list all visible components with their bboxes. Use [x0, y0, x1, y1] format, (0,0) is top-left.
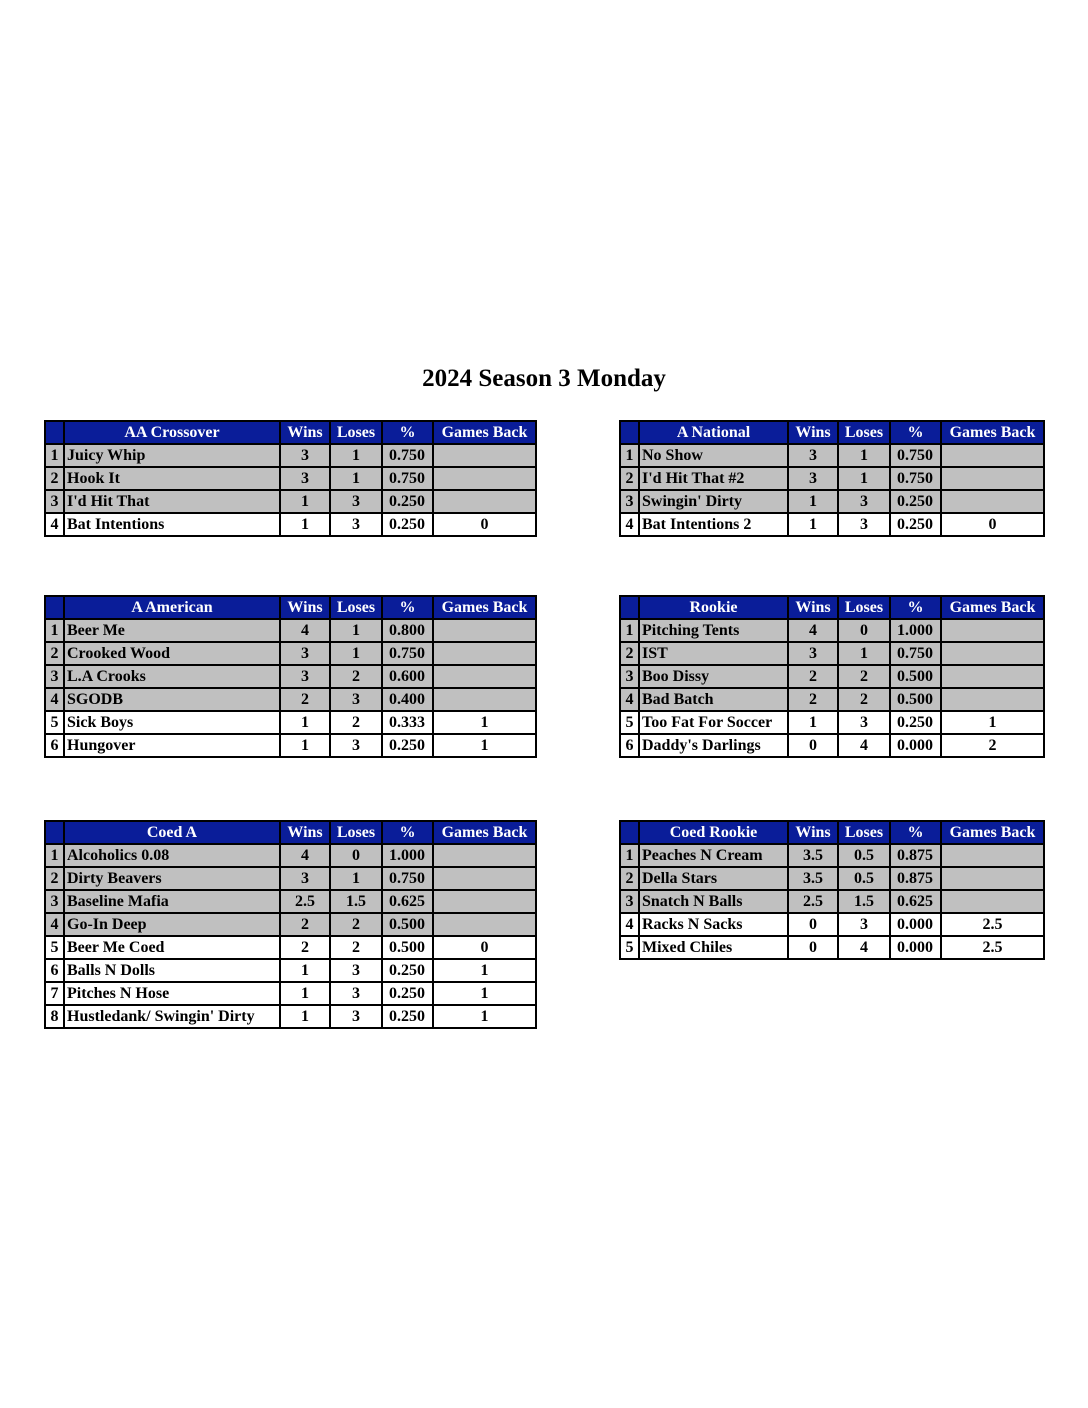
team-name-cell: Snatch N Balls [639, 890, 788, 913]
pct-cell: 0.800 [382, 619, 433, 642]
rank-cell: 3 [620, 665, 639, 688]
loses-cell: 1.5 [838, 890, 890, 913]
games-back-cell [433, 867, 536, 890]
table-row [45, 619, 536, 642]
games-back-cell: 0 [941, 513, 1044, 536]
pct-header: % [382, 421, 433, 444]
rank-cell: 4 [45, 913, 64, 936]
loses-cell: 3 [838, 490, 890, 513]
wins-cell: 2.5 [788, 890, 838, 913]
pct-cell: 0.250 [382, 959, 433, 982]
loses-cell: 1 [330, 619, 382, 642]
loses-cell: 2 [330, 936, 382, 959]
table-row [620, 844, 1044, 867]
team-name-cell: Bad Batch [639, 688, 788, 711]
loses-cell: 1 [330, 867, 382, 890]
table-header-row [45, 821, 536, 844]
table-row [620, 490, 1044, 513]
wins-cell: 0 [788, 913, 838, 936]
wins-cell: 3 [280, 665, 330, 688]
games-back-cell: 1 [433, 982, 536, 1005]
games-back-cell: 0 [433, 513, 536, 536]
rank-cell: 6 [620, 734, 639, 757]
rank-header-cell [45, 421, 64, 444]
games-back-cell [433, 890, 536, 913]
team-name-cell: Hungover [64, 734, 280, 757]
table-row [45, 513, 536, 536]
division-name: Coed Rookie [639, 821, 788, 844]
table-row [45, 1005, 536, 1028]
loses-cell: 3 [838, 913, 890, 936]
table-row [620, 734, 1044, 757]
loses-cell: 3 [838, 711, 890, 734]
wins-header: Wins [788, 421, 838, 444]
games-back-cell [941, 642, 1044, 665]
rank-cell: 6 [45, 959, 64, 982]
loses-cell: 3 [330, 734, 382, 757]
table-row [45, 982, 536, 1005]
standings-table-a-american [44, 595, 537, 758]
team-name-cell: Daddy's Darlings [639, 734, 788, 757]
pct-cell: 0.500 [890, 665, 941, 688]
rank-header-cell [45, 596, 64, 619]
games-back-cell: 1 [433, 1005, 536, 1028]
pct-cell: 0.750 [382, 444, 433, 467]
wins-cell: 1 [788, 513, 838, 536]
games-back-cell: 2.5 [941, 936, 1044, 959]
games-back-cell [433, 619, 536, 642]
wins-header: Wins [280, 421, 330, 444]
loses-cell: 0 [330, 844, 382, 867]
rank-cell: 5 [620, 936, 639, 959]
table-header-row [620, 596, 1044, 619]
games-back-cell: 2.5 [941, 913, 1044, 936]
pct-cell: 0.250 [890, 711, 941, 734]
pct-cell: 0.625 [382, 890, 433, 913]
wins-cell: 0 [788, 734, 838, 757]
division-name: A National [639, 421, 788, 444]
standings-table-coed-a [44, 820, 537, 1029]
pct-cell: 0.333 [382, 711, 433, 734]
wins-cell: 0 [788, 936, 838, 959]
team-name-cell: I'd Hit That [64, 490, 280, 513]
wins-cell: 3 [788, 642, 838, 665]
table-row [620, 890, 1044, 913]
loses-cell: 1 [330, 642, 382, 665]
pct-cell: 0.250 [890, 513, 941, 536]
table-row [620, 688, 1044, 711]
rank-header-cell [620, 821, 639, 844]
pct-header: % [890, 596, 941, 619]
pct-cell: 0.750 [890, 642, 941, 665]
team-name-cell: Beer Me Coed [64, 936, 280, 959]
pct-cell: 0.750 [382, 867, 433, 890]
wins-cell: 2 [788, 688, 838, 711]
wins-cell: 3 [788, 444, 838, 467]
standings-table-coed-rookie [619, 820, 1045, 960]
team-name-cell: Racks N Sacks [639, 913, 788, 936]
wins-cell: 3 [280, 867, 330, 890]
wins-cell: 3 [280, 444, 330, 467]
pct-cell: 0.500 [382, 913, 433, 936]
loses-cell: 3 [330, 513, 382, 536]
games-back-cell [433, 688, 536, 711]
rank-cell: 8 [45, 1005, 64, 1028]
loses-header: Loses [330, 596, 382, 619]
team-name-cell: Pitching Tents [639, 619, 788, 642]
games-back-cell [433, 444, 536, 467]
team-name-cell: Bat Intentions 2 [639, 513, 788, 536]
loses-cell: 3 [330, 1005, 382, 1028]
rank-cell: 1 [45, 619, 64, 642]
pct-header: % [382, 821, 433, 844]
team-name-cell: Juicy Whip [64, 444, 280, 467]
rank-cell: 1 [620, 619, 639, 642]
table-row [45, 444, 536, 467]
wins-cell: 2 [280, 913, 330, 936]
table-row [620, 665, 1044, 688]
wins-cell: 2 [280, 936, 330, 959]
wins-cell: 1 [280, 1005, 330, 1028]
table-row [45, 913, 536, 936]
wins-header: Wins [280, 821, 330, 844]
table-row [45, 936, 536, 959]
division-name: Rookie [639, 596, 788, 619]
table-row [620, 936, 1044, 959]
games-back-header: Games Back [433, 821, 536, 844]
loses-header: Loses [838, 821, 890, 844]
pct-header: % [382, 596, 433, 619]
rank-cell: 3 [45, 890, 64, 913]
table-row [620, 867, 1044, 890]
wins-cell: 4 [788, 619, 838, 642]
pct-cell: 0.750 [382, 467, 433, 490]
rank-cell: 2 [620, 867, 639, 890]
rank-header-cell [620, 421, 639, 444]
rank-header-cell [45, 821, 64, 844]
team-name-cell: SGODB [64, 688, 280, 711]
loses-cell: 2 [330, 665, 382, 688]
loses-header: Loses [330, 421, 382, 444]
rank-cell: 5 [45, 711, 64, 734]
loses-cell: 0.5 [838, 844, 890, 867]
pct-cell: 0.500 [890, 688, 941, 711]
loses-header: Loses [330, 821, 382, 844]
rank-header-cell [620, 596, 639, 619]
pct-cell: 0.400 [382, 688, 433, 711]
rank-cell: 1 [45, 444, 64, 467]
wins-cell: 1 [788, 490, 838, 513]
table-header-row [620, 821, 1044, 844]
loses-cell: 3 [330, 688, 382, 711]
wins-header: Wins [788, 596, 838, 619]
loses-cell: 3 [330, 982, 382, 1005]
wins-cell: 1 [788, 711, 838, 734]
wins-cell: 1 [280, 490, 330, 513]
pct-cell: 1.000 [890, 619, 941, 642]
loses-cell: 1 [838, 642, 890, 665]
pct-cell: 0.250 [382, 1005, 433, 1028]
loses-cell: 1.5 [330, 890, 382, 913]
loses-cell: 1 [330, 467, 382, 490]
rank-cell: 5 [45, 936, 64, 959]
rank-cell: 2 [620, 642, 639, 665]
table-row [45, 490, 536, 513]
team-name-cell: Sick Boys [64, 711, 280, 734]
loses-cell: 1 [838, 467, 890, 490]
wins-header: Wins [788, 821, 838, 844]
games-back-header: Games Back [941, 421, 1044, 444]
wins-cell: 3 [280, 467, 330, 490]
loses-cell: 3 [330, 490, 382, 513]
table-row [45, 890, 536, 913]
rank-cell: 2 [45, 867, 64, 890]
team-name-cell: Mixed Chiles [639, 936, 788, 959]
games-back-cell [941, 665, 1044, 688]
loses-cell: 3 [330, 959, 382, 982]
rank-cell: 2 [620, 467, 639, 490]
loses-cell: 2 [330, 913, 382, 936]
rank-cell: 3 [620, 890, 639, 913]
team-name-cell: Hustledank/ Swingin' Dirty [64, 1005, 280, 1028]
team-name-cell: IST [639, 642, 788, 665]
team-name-cell: Swingin' Dirty [639, 490, 788, 513]
pct-header: % [890, 821, 941, 844]
team-name-cell: Baseline Mafia [64, 890, 280, 913]
loses-header: Loses [838, 596, 890, 619]
division-name: Coed A [64, 821, 280, 844]
table-row [620, 642, 1044, 665]
table-row [45, 642, 536, 665]
pct-cell: 0.750 [890, 467, 941, 490]
loses-header: Loses [838, 421, 890, 444]
team-name-cell: Dirty Beavers [64, 867, 280, 890]
games-back-cell [433, 490, 536, 513]
team-name-cell: Della Stars [639, 867, 788, 890]
loses-cell: 2 [838, 688, 890, 711]
standings-table-rookie [619, 595, 1045, 758]
team-name-cell: No Show [639, 444, 788, 467]
table-row [620, 619, 1044, 642]
games-back-cell: 1 [433, 711, 536, 734]
wins-cell: 1 [280, 959, 330, 982]
games-back-header: Games Back [941, 596, 1044, 619]
wins-cell: 4 [280, 619, 330, 642]
standings-table-aa-crossover [44, 420, 537, 537]
table-row [620, 913, 1044, 936]
rank-cell: 2 [45, 642, 64, 665]
pct-cell: 0.250 [382, 982, 433, 1005]
games-back-cell [941, 867, 1044, 890]
pct-cell: 0.600 [382, 665, 433, 688]
wins-cell: 3.5 [788, 867, 838, 890]
table-row [45, 665, 536, 688]
wins-header: Wins [280, 596, 330, 619]
games-back-cell: 1 [941, 711, 1044, 734]
pct-cell: 0.000 [890, 734, 941, 757]
table-row [620, 444, 1044, 467]
wins-cell: 2 [280, 688, 330, 711]
team-name-cell: Crooked Wood [64, 642, 280, 665]
loses-cell: 1 [330, 444, 382, 467]
pct-cell: 1.000 [382, 844, 433, 867]
loses-cell: 0 [838, 619, 890, 642]
table-row [45, 734, 536, 757]
pct-cell: 0.750 [890, 444, 941, 467]
table-header-row [45, 596, 536, 619]
games-back-cell: 0 [433, 936, 536, 959]
loses-cell: 3 [838, 513, 890, 536]
games-back-cell [941, 844, 1044, 867]
wins-cell: 4 [280, 844, 330, 867]
games-back-cell [941, 467, 1044, 490]
pct-header: % [890, 421, 941, 444]
games-back-cell [941, 890, 1044, 913]
loses-cell: 4 [838, 936, 890, 959]
rank-cell: 1 [620, 444, 639, 467]
rank-cell: 2 [45, 467, 64, 490]
table-row [45, 959, 536, 982]
team-name-cell: Alcoholics 0.08 [64, 844, 280, 867]
team-name-cell: L.A Crooks [64, 665, 280, 688]
wins-cell: 1 [280, 982, 330, 1005]
team-name-cell: Boo Dissy [639, 665, 788, 688]
games-back-header: Games Back [941, 821, 1044, 844]
games-back-cell [433, 467, 536, 490]
games-back-cell: 1 [433, 734, 536, 757]
wins-cell: 2.5 [280, 890, 330, 913]
loses-cell: 1 [838, 444, 890, 467]
pct-cell: 0.750 [382, 642, 433, 665]
table-row [620, 467, 1044, 490]
rank-cell: 6 [45, 734, 64, 757]
wins-cell: 1 [280, 734, 330, 757]
standings-table-a-national [619, 420, 1045, 537]
table-row [620, 711, 1044, 734]
rank-cell: 4 [620, 913, 639, 936]
games-back-cell [433, 913, 536, 936]
pct-cell: 0.875 [890, 867, 941, 890]
wins-cell: 1 [280, 513, 330, 536]
loses-cell: 4 [838, 734, 890, 757]
rank-cell: 1 [45, 844, 64, 867]
team-name-cell: Peaches N Cream [639, 844, 788, 867]
table-row [620, 513, 1044, 536]
table-row [45, 867, 536, 890]
table-row [45, 688, 536, 711]
rank-cell: 4 [45, 688, 64, 711]
division-name: A American [64, 596, 280, 619]
rank-cell: 4 [620, 688, 639, 711]
pct-cell: 0.625 [890, 890, 941, 913]
rank-cell: 3 [45, 665, 64, 688]
pct-cell: 0.875 [890, 844, 941, 867]
loses-cell: 0.5 [838, 867, 890, 890]
wins-cell: 3 [280, 642, 330, 665]
pct-cell: 0.000 [890, 936, 941, 959]
games-back-cell [941, 619, 1044, 642]
rank-cell: 4 [620, 513, 639, 536]
division-name: AA Crossover [64, 421, 280, 444]
rank-cell: 5 [620, 711, 639, 734]
pct-cell: 0.500 [382, 936, 433, 959]
team-name-cell: Go-In Deep [64, 913, 280, 936]
games-back-cell [941, 688, 1044, 711]
pct-cell: 0.000 [890, 913, 941, 936]
table-row [45, 467, 536, 490]
wins-cell: 1 [280, 711, 330, 734]
loses-cell: 2 [330, 711, 382, 734]
pct-cell: 0.250 [382, 490, 433, 513]
rank-cell: 7 [45, 982, 64, 1005]
games-back-cell [433, 665, 536, 688]
team-name-cell: Hook It [64, 467, 280, 490]
loses-cell: 2 [838, 665, 890, 688]
games-back-cell [433, 642, 536, 665]
games-back-header: Games Back [433, 596, 536, 619]
rank-cell: 3 [45, 490, 64, 513]
games-back-cell [433, 844, 536, 867]
table-row [45, 711, 536, 734]
team-name-cell: Balls N Dolls [64, 959, 280, 982]
pct-cell: 0.250 [382, 734, 433, 757]
wins-cell: 2 [788, 665, 838, 688]
team-name-cell: Too Fat For Soccer [639, 711, 788, 734]
games-back-cell: 1 [433, 959, 536, 982]
games-back-cell [941, 444, 1044, 467]
wins-cell: 3 [788, 467, 838, 490]
pct-cell: 0.250 [382, 513, 433, 536]
rank-cell: 3 [620, 490, 639, 513]
wins-cell: 3.5 [788, 844, 838, 867]
table-header-row [45, 421, 536, 444]
team-name-cell: Pitches N Hose [64, 982, 280, 1005]
page-title: 2024 Season 3 Monday [422, 365, 666, 392]
table-row [45, 844, 536, 867]
team-name-cell: Bat Intentions [64, 513, 280, 536]
pct-cell: 0.250 [890, 490, 941, 513]
team-name-cell: Beer Me [64, 619, 280, 642]
games-back-cell: 2 [941, 734, 1044, 757]
team-name-cell: I'd Hit That #2 [639, 467, 788, 490]
games-back-header: Games Back [433, 421, 536, 444]
games-back-cell [941, 490, 1044, 513]
rank-cell: 4 [45, 513, 64, 536]
rank-cell: 1 [620, 844, 639, 867]
table-header-row [620, 421, 1044, 444]
